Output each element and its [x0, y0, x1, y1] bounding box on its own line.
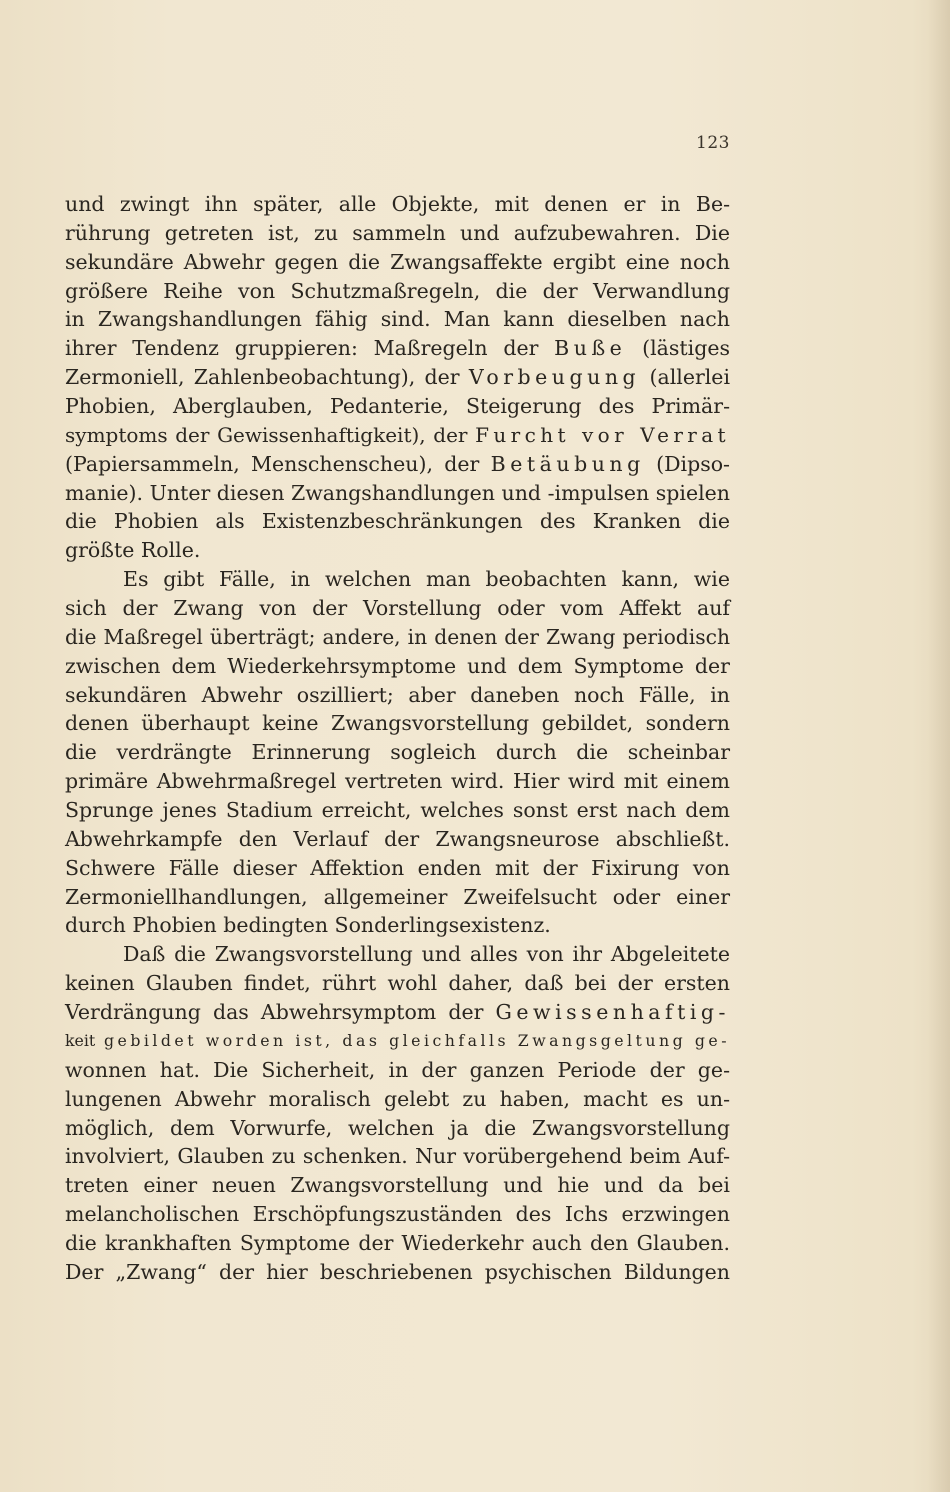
text-line	[65, 392, 730, 421]
text-segment: (lästiges	[626, 336, 730, 361]
text-line	[65, 450, 730, 479]
text-segment: die verdrängte Erinnerung sogleich durch die scheinbar	[65, 740, 730, 765]
emphasis-text: Gewissenhaftig-	[495, 1000, 730, 1025]
text-segment: größte Rolle.	[65, 538, 201, 563]
text-line	[65, 507, 730, 536]
text-segment: ihrer Tendenz gruppieren: Maßregeln der	[65, 336, 555, 361]
text-line	[65, 969, 730, 998]
text-segment: involviert, Glauben zu schenken. Nur vorübergehend beim Auf-	[65, 1144, 730, 1169]
text-segment: (Dipso-	[644, 451, 730, 476]
body-text	[65, 190, 730, 1287]
text-line	[65, 1085, 730, 1114]
text-line	[65, 334, 730, 363]
text-segment: Zermoniell, Zahlenbeobachtung), der	[65, 365, 469, 390]
emphasis-text: Buße	[554, 336, 627, 361]
text-segment: symptoms der Gewissenhaftigkeit), der	[65, 422, 476, 447]
text-line	[65, 277, 730, 306]
text-segment: keinen Glauben findet, rührt wohl daher, daß bei der ersten	[65, 971, 730, 996]
text-line	[65, 854, 730, 883]
text-segment: manie). Unter diesen Zwangshandlungen und -impulsen spielen	[65, 480, 730, 505]
text-line	[65, 998, 730, 1027]
text-segment: Phobien, Aberglauben, Pedanterie, Steigerung des Primär-	[65, 394, 730, 419]
text-segment: lungenen Abwehr moralisch gelebt zu haben, macht es un-	[65, 1086, 730, 1111]
text-segment: in Zwangshandlungen fähig sind. Man kann dieselben nach	[65, 307, 730, 332]
text-segment: (Papiersammeln, Menschenscheu), der	[65, 451, 491, 476]
text-line	[65, 565, 730, 594]
text-segment: Der „Zwang“ der hier beschriebenen psychischen Bildungen	[65, 1259, 730, 1284]
text-line	[65, 1114, 730, 1143]
text-line	[65, 594, 730, 623]
text-segment: denen überhaupt keine Zwangsvorstellung gebildet, sondern	[65, 711, 730, 736]
text-line	[65, 883, 730, 912]
text-segment: durch Phobien bedingten Sonderlingsexistenz.	[65, 913, 551, 938]
text-line	[65, 652, 730, 681]
text-line	[65, 796, 730, 825]
text-segment: rührung getreten ist, zu sammeln und aufzubewahren. Die	[65, 220, 730, 245]
text-line	[65, 1258, 730, 1287]
text-segment: Sprunge jenes Stadium erreicht, welches sonst erst nach dem	[65, 798, 730, 823]
text-line	[65, 940, 730, 969]
text-line	[65, 738, 730, 767]
text-segment: (allerlei	[640, 365, 730, 390]
text-line	[65, 623, 730, 652]
text-line	[65, 305, 730, 334]
text-segment: wonnen hat. Die Sicherheit, in der ganzen Periode der ge-	[65, 1057, 730, 1082]
text-segment: primäre Abwehrmaßregel vertreten wird. Hier wird mit einem	[65, 769, 730, 794]
emphasis-text: gebildet worden ist, das gleichfalls Zwangsgeltung ge-	[95, 1030, 730, 1050]
text-line	[65, 536, 730, 565]
text-line	[65, 825, 730, 854]
text-segment: Verdrängung das Abwehrsymptom der	[65, 1000, 496, 1025]
text-line	[65, 190, 730, 219]
text-line	[65, 709, 730, 738]
text-line	[65, 1142, 730, 1171]
text-line	[65, 1056, 730, 1085]
text-segment: Es gibt Fälle, in welchen man beobachten kann, wie	[123, 567, 730, 592]
text-segment: Daß die Zwangsvorstellung und alles von ihr Abgeleitete	[123, 942, 730, 967]
text-segment: sekundären Abwehr oszilliert; aber daneben noch Fälle, in	[65, 682, 730, 707]
text-segment: zwischen dem Wiederkehrsymptome und dem Symptome der	[65, 653, 730, 678]
text-line	[65, 1200, 730, 1229]
text-segment: treten einer neuen Zwangsvorstellung und hie und da bei	[65, 1173, 730, 1198]
text-segment: die krankhaften Symptome der Wiederkehr auch den Glauben.	[65, 1230, 730, 1255]
text-line	[65, 1027, 730, 1056]
text-line	[65, 219, 730, 248]
page-edge-shadow	[928, 0, 950, 1492]
page-number: 123	[696, 133, 730, 153]
text-line	[65, 1171, 730, 1200]
text-line	[65, 363, 730, 392]
text-line	[65, 767, 730, 796]
text-segment: die Phobien als Existenzbeschränkungen des Kranken die	[65, 509, 730, 534]
text-line	[65, 911, 730, 940]
text-segment: und zwingt ihn später, alle Objekte, mit denen er in Be-	[65, 192, 730, 216]
text-segment: melancholischen Erschöpfungszuständen des Ichs erzwingen	[65, 1202, 730, 1227]
text-line	[65, 681, 730, 710]
text-line	[65, 421, 730, 450]
text-segment: Zermoniellhandlungen, allgemeiner Zweifelsucht oder einer	[65, 884, 730, 909]
emphasis-text: Vorbeugung	[468, 365, 641, 390]
emphasis-text: Betäubung	[490, 451, 645, 476]
text-segment: sich der Zwang von der Vorstellung oder vom Affekt auf	[65, 596, 730, 621]
text-segment: möglich, dem Vorwurfe, welchen ja die Zwangsvorstellung	[65, 1115, 730, 1140]
text-segment: Schwere Fälle dieser Affektion enden mit der Fixirung von	[65, 855, 730, 880]
text-segment: keit	[65, 1030, 96, 1050]
text-line	[65, 479, 730, 508]
text-segment: sekundäre Abwehr gegen die Zwangsaffekte ergibt eine noch	[65, 249, 730, 274]
text-segment: größere Reihe von Schutzmaßregeln, die der Verwandlung	[65, 278, 730, 303]
text-line	[65, 248, 730, 277]
text-line	[65, 1229, 730, 1258]
text-segment: Abwehrkampfe den Verlauf der Zwangsneurose abschließt.	[65, 826, 730, 851]
emphasis-text: Furcht vor Verrat	[475, 422, 730, 447]
text-segment: die Maßregel überträgt; andere, in denen der Zwang periodisch	[65, 624, 730, 649]
